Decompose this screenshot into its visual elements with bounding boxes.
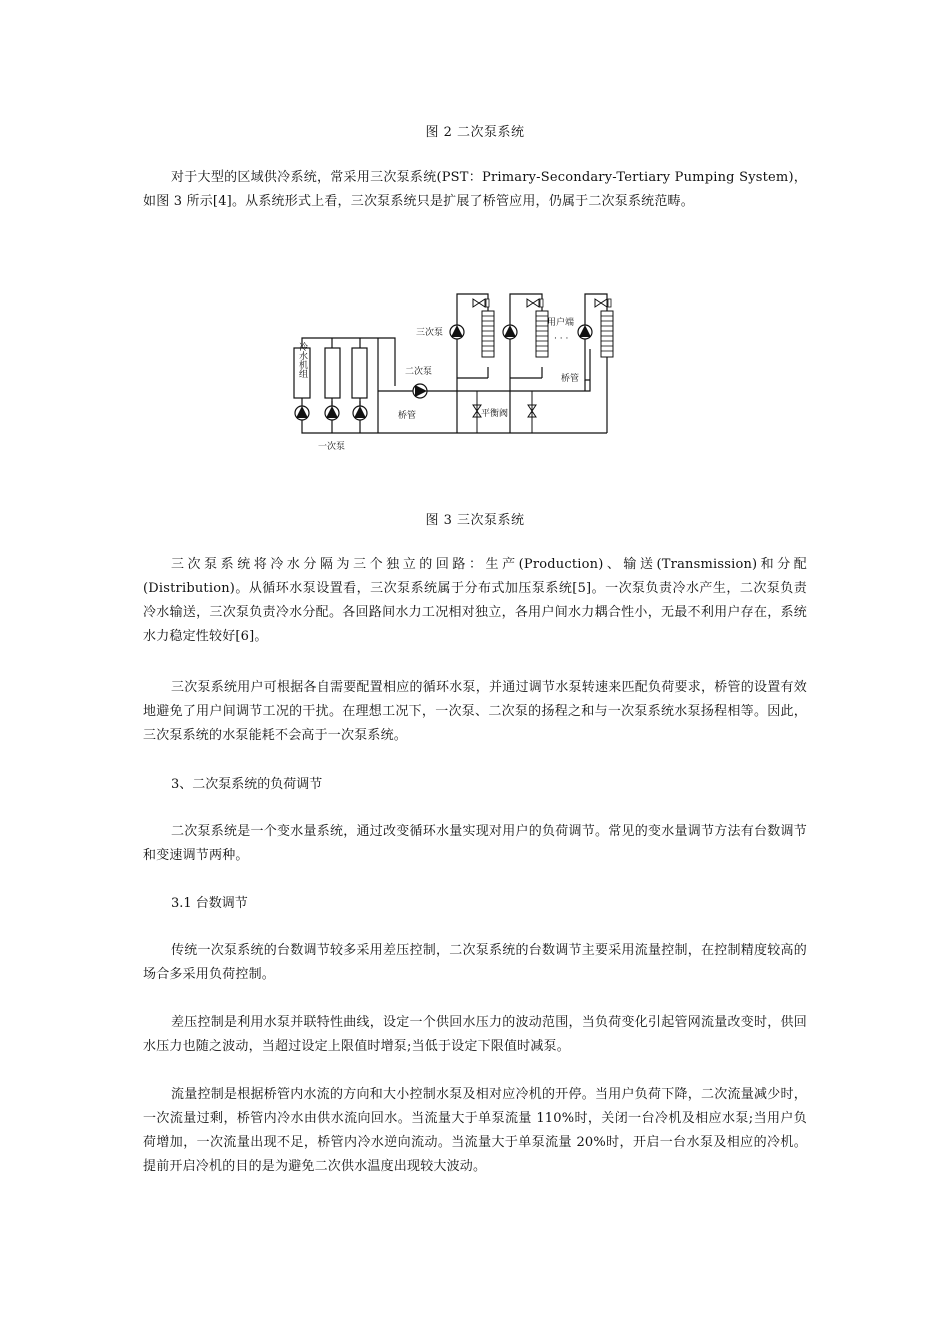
section-3-1-heading: 3.1 台数调节 — [171, 896, 248, 911]
paragraph-2: 三次泵系统用户可根据各自需要配置相应的循环水泵，并通过调节水泵转速来匹配负荷要求，桥管的设置有效地避免了用户间调节工况的干扰。在理想工况下，一次泵、二次泵的扬程之和与一次泵系统水泵扬程相等。因此，三次泵系统的水泵能耗不会高于一次泵系统。 — [143, 680, 807, 743]
section-3-1-paragraph-2: 差压控制是利用水泵并联特性曲线，设定一个供回水压力的波动范围，当负荷变化引起管网流量改变时，供回水压力也随之波动，当超过设定上限值时增泵;当低于设定下限值时减泵。 — [143, 1015, 807, 1054]
figure-2-caption: 图 2 二次泵系统 — [425, 125, 525, 140]
regulating-valve-2 — [527, 299, 543, 307]
regulating-valve-1 — [473, 299, 489, 307]
tertiary-pump-system-diagram — [285, 286, 625, 454]
chiller-2 — [325, 348, 340, 398]
chiller-unit-label: 冷水机组 — [297, 342, 307, 378]
chiller-3 — [352, 348, 367, 398]
tertiary-pump-1 — [450, 325, 464, 339]
primary-pump-1 — [295, 406, 309, 420]
secondary-pump — [413, 384, 427, 398]
bridge-pipe-label-1: 桥管 — [398, 411, 417, 421]
tertiary-pump-label: 三次泵 — [416, 328, 444, 338]
secondary-pump-label: 二次泵 — [405, 367, 433, 377]
section-3-1-paragraph-3: 流量控制是根据桥管内水流的方向和大小控制水泵及相对应冷机的开停。当用户负荷下降，二次流量减少时，一次流量过剩，桥管内冷水由供水流向回水。当流量大于单泵流量 110%时，关闭一台冷机及相应水泵;当用户负荷增加，一次流量出现不足，桥管内冷水逆向流动。当流量大于单泵流量 20%时，开启一台水泵及相应的冷机。提前开启冷机的目的是为避免二次供水温度出现较大波动。 — [143, 1087, 807, 1174]
bridge-pipe-label-2: 桥管 — [561, 374, 580, 384]
primary-pump-label: 一次泵 — [318, 442, 346, 452]
ellipsis-label: · · · — [554, 334, 569, 344]
tertiary-pump-2 — [503, 325, 517, 339]
figure-3-caption: 图 3 三次泵系统 — [425, 513, 525, 528]
user-coil-1 — [482, 311, 494, 357]
primary-loop — [302, 338, 395, 433]
intro-paragraph: 对于大型的区域供冷系统，常采用三次泵系统(PST：Primary-Secondary-Tertiary Pumping System)，如图 3 所示[4]。从系统形式上看，三次泵系统只是扩展了桥管应用，仍属于二次泵系统范畴。 — [143, 170, 807, 209]
section-3-1-paragraph-1: 传统一次泵系统的台数调节较多采用差压控制，二次泵系统的台数调节主要采用流量控制，在控制精度较高的场合多采用负荷控制。 — [143, 943, 807, 982]
tertiary-pump-3 — [578, 325, 592, 339]
primary-pump-3 — [353, 406, 367, 420]
primary-pump-2 — [325, 406, 339, 420]
regulating-valve-3 — [595, 299, 611, 307]
paragraph-1: 三次泵系统将冷水分隔为三个独立的回路：生产(Production)、输送(Transmission)和分配(Distribution)。从循环水泵设置看，三次泵系统属于分布式加压泵系统[5]。一次泵负责冷水产生，二次泵负责冷水输送，三次泵负责冷水分配。各回路间水力工况相对独立，各用户间水力耦合性小，无最不利用户存在，系统水力稳定性较好[6]。 — [143, 557, 807, 644]
section-3-heading: 3、二次泵系统的负荷调节 — [171, 777, 323, 792]
balance-valve-label: 平衡阀 — [481, 409, 509, 419]
user-coil-3 — [601, 311, 613, 357]
section-3-paragraph: 二次泵系统是一个变水量系统，通过改变循环水量实现对用户的负荷调节。常见的变水量调节方法有台数调节和变速调节两种。 — [143, 824, 807, 863]
user-end-label: 用户端 — [547, 318, 575, 328]
